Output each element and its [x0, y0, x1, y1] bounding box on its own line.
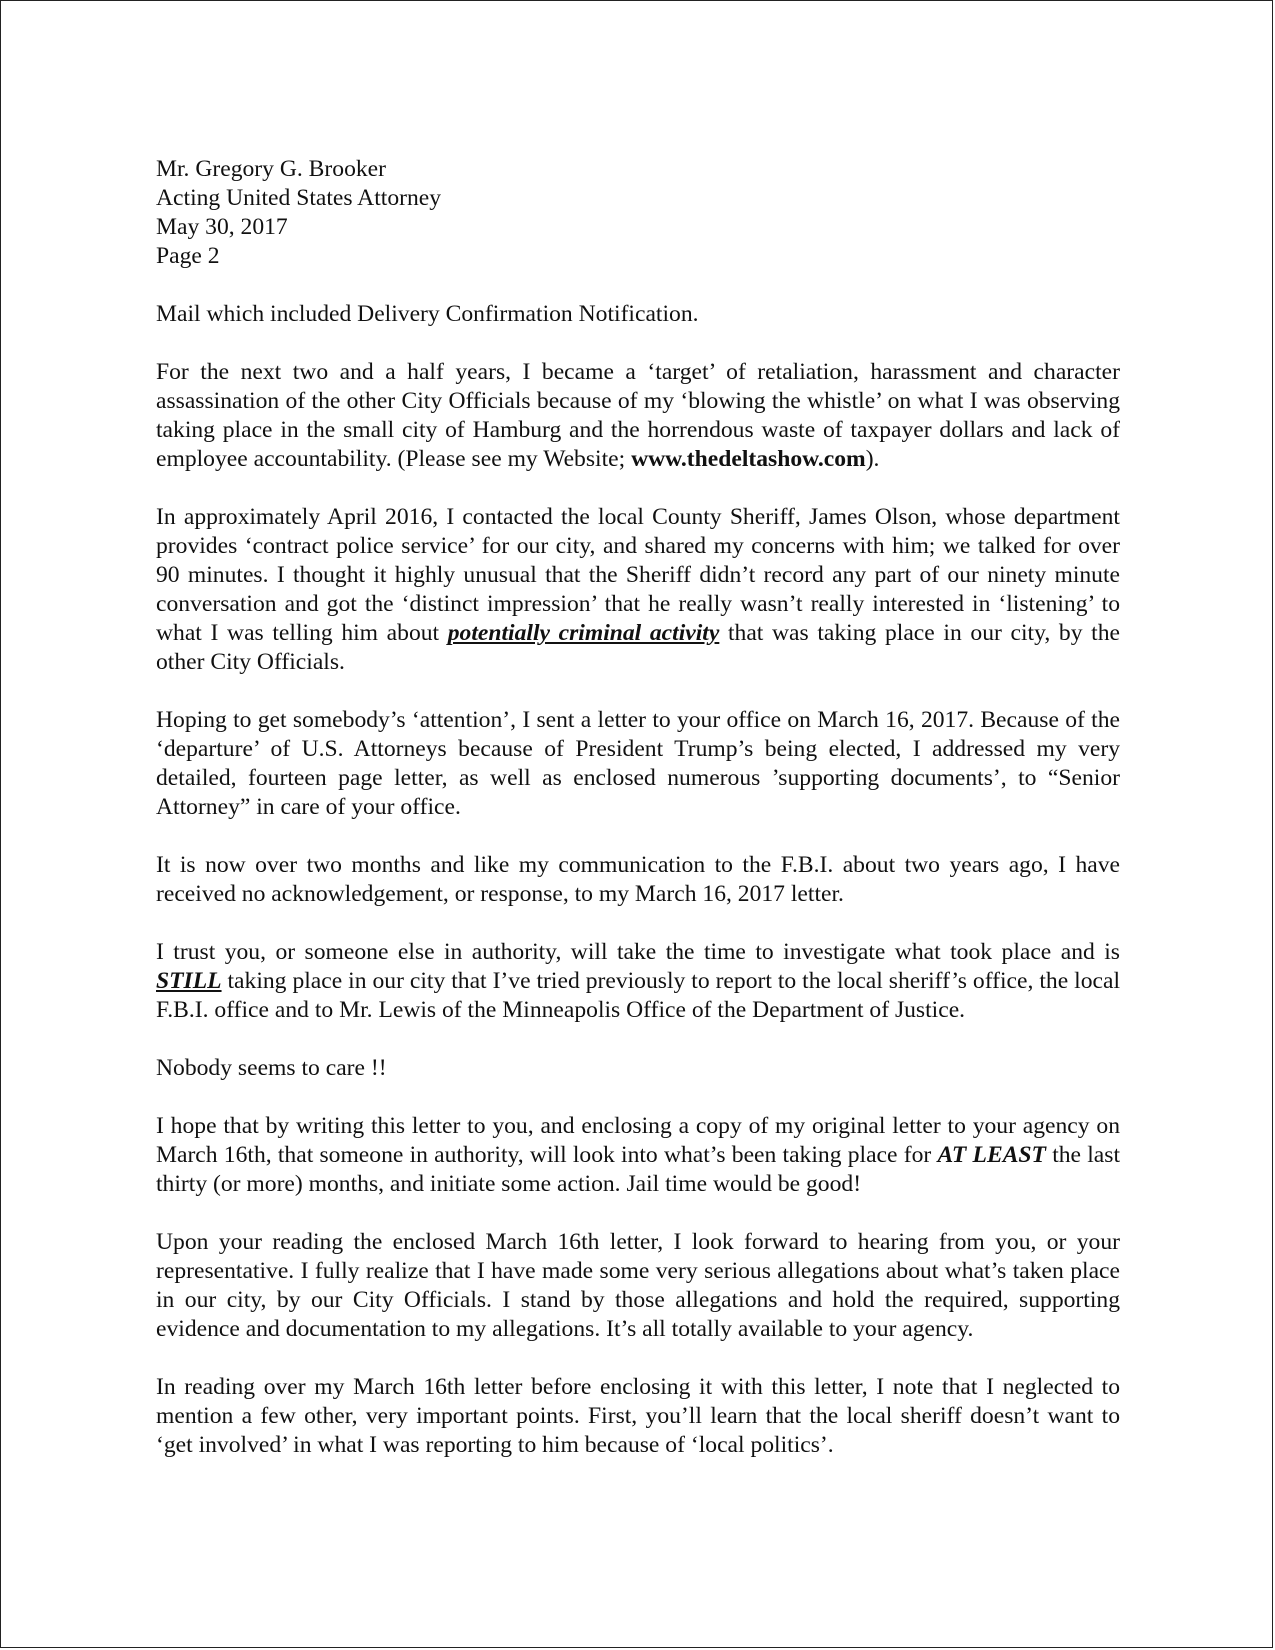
- paragraph-2: [156, 358, 1120, 474]
- paragraph-7: [156, 1054, 1120, 1083]
- paragraph-3: [156, 503, 1120, 677]
- emphasis-at-least: AT LEAST: [937, 1142, 1046, 1168]
- paragraph-1-text: Mail which included Delivery Confirmation Notification.: [156, 301, 699, 327]
- paragraph-2-text: For the next two and a half years, I became a ‘target’ of retaliation, harassment and character assassination of the other City Officials because of my ‘blowing the whistle’ on what I was observing taking place in the small city of Hamburg and the horrendous waste of taxpayer dollars and lack of employee accountability. (Please see my Website;: [156, 359, 1120, 472]
- letter-header: [156, 155, 1120, 271]
- paragraph-8-text: I hope that by writing this letter to you, and enclosing a copy of my original letter to your agency on March 16th, that someone in authority, will look into what’s been taking place for: [156, 1113, 1120, 1168]
- website-link[interactable]: www.thedeltashow.com: [631, 446, 866, 472]
- paragraph-7-text: Nobody seems to care !!: [156, 1055, 387, 1081]
- letter-date: May 30, 2017: [156, 214, 288, 240]
- recipient-title: Acting United States Attorney: [156, 185, 442, 211]
- paragraph-3-end: that was taking place in our city, by the other City Officials.: [156, 620, 1120, 675]
- paragraph-10: [156, 1373, 1120, 1460]
- paragraph-10-text: In reading over my March 16th letter before enclosing it with this letter, I note that I neglected to mention a few other, very important points. First, you’ll learn that the local sheriff doesn’t want to ‘get involved’ in what I was reporting to him because of ‘local politics’.: [156, 1374, 1120, 1458]
- emphasis-still: STILL: [156, 968, 222, 994]
- paragraph-2-end: ).: [865, 446, 880, 472]
- recipient-name: Mr. Gregory G. Brooker: [156, 156, 386, 182]
- paragraph-5-text: It is now over two months and like my communication to the F.B.I. about two years ago, I have received no acknowledgement, or response, to my March 16, 2017 letter.: [156, 852, 1120, 907]
- paragraph-9: [156, 1228, 1120, 1344]
- paragraph-4-text: Hoping to get somebody’s ‘attention’, I sent a letter to your office on March 16, 2017. Because of the ‘departure’ of U.S. Attorneys because of President Trump’s being elected, I addressed my very detailed, fourteen page letter, as well as enclosed numerous ’supporting documents’, to “Senior Attorney” in care of your office.: [156, 707, 1120, 820]
- paragraph-1: [156, 300, 1120, 329]
- paragraph-6-text: I trust you, or someone else in authority, will take the time to investigate what took place and is: [156, 939, 1120, 965]
- paragraph-9-text: Upon your reading the enclosed March 16th letter, I look forward to hearing from you, or your representative. I fully realize that I have made some very serious allegations about what’s taken place in our city, by our City Officials. I stand by those allegations and hold the required, supporting evidence and documentation to my allegations. It’s all totally available to your agency.: [156, 1229, 1120, 1342]
- paragraph-3-text: In approximately April 2016, I contacted the local County Sheriff, James Olson, whose department provides ‘contract police service’ for our city, and shared my concerns with him; we talked for over 90 minutes. I thought it highly unusual that the Sheriff didn’t record any part of our ninety minute conversation and got the ‘distinct impression’ that he really wasn’t really interested in ‘listening’ to what I was telling him about: [156, 504, 1120, 646]
- paragraph-8: [156, 1112, 1120, 1199]
- page-number: Page 2: [156, 243, 220, 269]
- paragraph-5: [156, 851, 1120, 909]
- paragraph-6-end: taking place in our city that I’ve tried previously to report to the local sheriff’s office, the local F.B.I. office and to Mr. Lewis of the Minneapolis Office of the Department of Justice.: [156, 968, 1120, 1023]
- letter-body: [156, 300, 1120, 1460]
- emphasis-criminal-activity: potentially criminal activity: [447, 620, 720, 646]
- paragraph-6: [156, 938, 1120, 1025]
- paragraph-4: [156, 706, 1120, 822]
- paragraph-8-end: the last thirty (or more) months, and initiate some action. Jail time would be good!: [156, 1142, 1121, 1197]
